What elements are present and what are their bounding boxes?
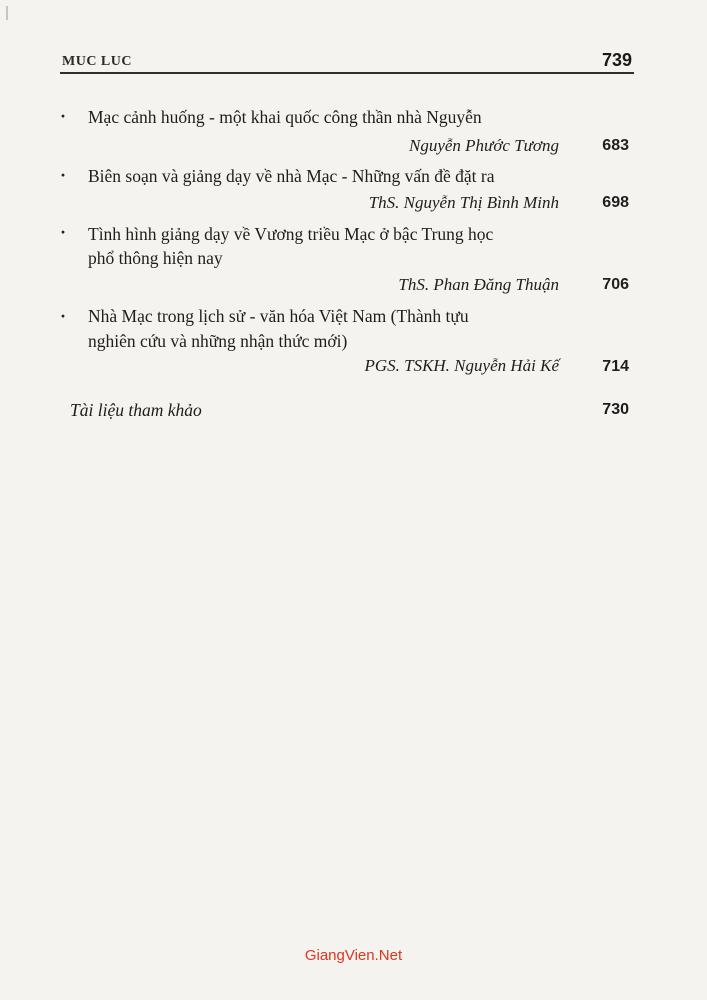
entry-page: 683	[602, 137, 629, 154]
entry-title-line: Mạc cảnh huống - một khai quốc công thần nhà Nguyễn	[88, 107, 482, 127]
references-page: 730	[602, 401, 629, 418]
bullet-dot: ·	[60, 222, 67, 242]
entry-author: ThS. Nguyễn Thị Bình Minh	[368, 193, 559, 212]
entry-page: 698	[602, 194, 629, 211]
page-number: 739	[601, 50, 632, 70]
running-title: MUC LUC	[62, 54, 132, 69]
entry-page: 714	[602, 358, 629, 375]
watermark: GiangVien.Net	[304, 947, 403, 964]
entry-title-line: Biên soạn và giảng dạy về nhà Mạc - Những vấn đề đặt ra	[88, 166, 495, 186]
header-rule	[60, 72, 634, 74]
entry-author: Nguyễn Phước Tương	[408, 136, 559, 155]
entry-title-line: Tình hình giảng dạy về Vương triều Mạc ở bậc Trung học	[88, 224, 494, 244]
entry-title-line: phổ thông hiện nay	[88, 248, 223, 268]
bullet-dot: ·	[60, 165, 67, 185]
scan-edge-mark	[6, 6, 8, 20]
references-title: Tài liệu tham khảo	[70, 400, 202, 420]
running-header	[62, 50, 632, 74]
entry-page: 706	[602, 276, 629, 293]
entry-author: PGS. TSKH. Nguyễn Hải Kế	[364, 356, 559, 375]
entry-title-line: Nhà Mạc trong lịch sử - văn hóa Việt Nam (Thành tựu	[88, 306, 469, 326]
bullet-dot: ·	[60, 306, 67, 326]
entry-author: ThS. Phan Đăng Thuận	[398, 275, 559, 294]
bullet-dot: ·	[60, 106, 67, 126]
entry-title-line: nghiên cứu và những nhận thức mới)	[88, 331, 348, 351]
